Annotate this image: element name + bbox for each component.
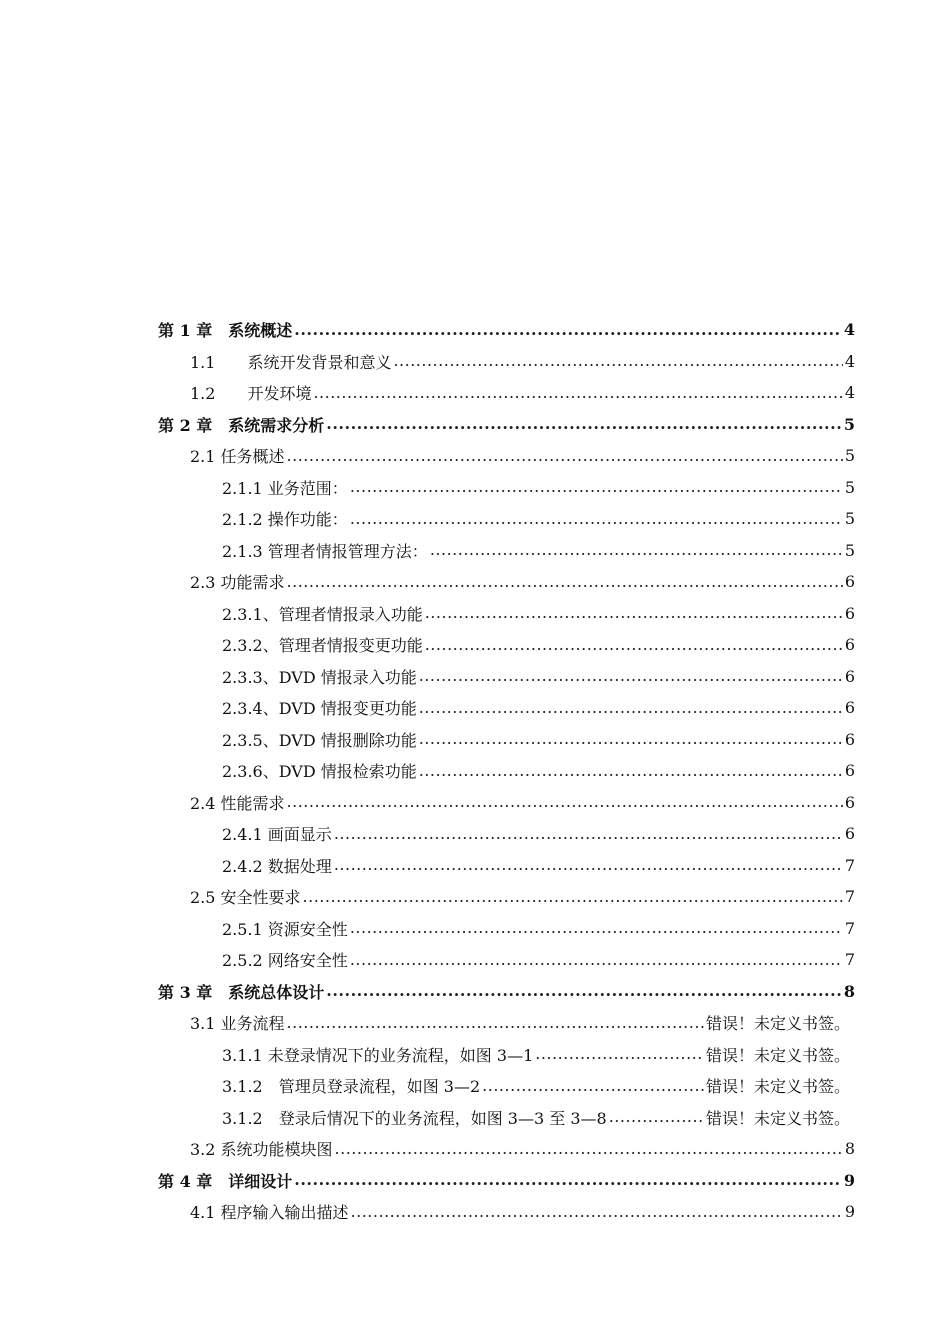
- toc-entry[interactable]: [0, 346, 950, 377]
- toc-leader-dots: [419, 761, 843, 781]
- toc-entry-label: 3.1 业务流程: [190, 1014, 285, 1033]
- toc-entry[interactable]: [0, 692, 950, 723]
- toc-entry-label: 第 3 章 系统总体设计: [158, 982, 325, 1002]
- toc-entry[interactable]: [0, 944, 950, 975]
- toc-leader-dots: [609, 1107, 704, 1127]
- toc-entry-page: 6: [844, 698, 855, 717]
- toc-entry[interactable]: [0, 314, 950, 345]
- toc-entry[interactable]: [0, 1196, 950, 1227]
- toc-entry-page: 错误！未定义书签。: [705, 1077, 850, 1096]
- toc-leader-dots: [430, 540, 843, 560]
- toc-entry-label: 2.3.5、DVD 情报删除功能: [222, 730, 417, 750]
- toc-entry-label: 2.5.1 资源安全性: [222, 919, 348, 939]
- toc-entry-page: 5: [844, 540, 855, 560]
- toc-entry-page: 7: [844, 887, 855, 906]
- toc-leader-dots: [326, 981, 842, 1001]
- toc-entry[interactable]: [0, 1070, 950, 1101]
- toc-leader-dots: [419, 698, 843, 718]
- toc-entry-label: 2.5.2 网络安全性: [222, 951, 348, 970]
- toc-entry[interactable]: [0, 1007, 950, 1038]
- toc-entry[interactable]: [0, 409, 950, 440]
- toc-entry[interactable]: [0, 1133, 950, 1164]
- toc-entry-label: 3.1.2 管理员登录流程，如图 3—2: [222, 1077, 481, 1096]
- toc-entry-page: 错误！未定义书签。: [705, 1045, 850, 1065]
- toc-entry-page: 错误！未定义书签。: [705, 1014, 850, 1033]
- toc-leader-dots: [425, 635, 843, 655]
- toc-entry[interactable]: [0, 724, 950, 755]
- toc-entry-page: 7: [844, 918, 855, 938]
- toc-entry[interactable]: [0, 503, 950, 534]
- toc-entry-label: 2.3 功能需求: [190, 573, 285, 592]
- toc-entry-page: 9: [844, 1202, 855, 1221]
- toc-leader-dots: [419, 729, 843, 749]
- toc-entry-page: 6: [844, 792, 855, 812]
- toc-entry-page: 4: [843, 320, 855, 339]
- toc-leader-dots: [350, 950, 843, 970]
- toc-leader-dots: [326, 414, 842, 434]
- toc-entry-page: 8: [843, 981, 855, 1001]
- toc-entry-page: 7: [844, 855, 855, 875]
- toc-leader-dots: [334, 824, 843, 844]
- toc-leader-dots: [294, 320, 842, 340]
- toc-entry-page: 5: [843, 414, 855, 434]
- toc-entry-page: 9: [843, 1170, 855, 1190]
- toc-entry-label: 3.1.1 未登录情况下的业务流程，如图 3—1: [222, 1045, 534, 1065]
- toc-entry-label: 2.4.2 数据处理: [222, 856, 332, 876]
- toc-entry-label: 2.1.3 管理者情报管理方法：: [222, 541, 428, 561]
- toc-entry[interactable]: [0, 1039, 950, 1070]
- toc-entry-page: 5: [844, 446, 855, 465]
- toc-leader-dots: [419, 666, 843, 686]
- toc-entry-label: 2.1 任务概述: [190, 447, 285, 466]
- toc-entry-page: 错误！未定义书签。: [705, 1108, 850, 1128]
- toc-entry-page: 6: [844, 572, 855, 591]
- toc-leader-dots: [313, 383, 842, 403]
- toc-entry[interactable]: [0, 598, 950, 629]
- toc-entry[interactable]: [0, 566, 950, 597]
- toc-entry[interactable]: [0, 377, 950, 408]
- toc-entry-page: 4: [844, 351, 855, 371]
- toc-leader-dots: [425, 603, 843, 623]
- toc-entry-page: 6: [844, 729, 855, 749]
- toc-entry-label: 第 2 章 系统需求分析: [158, 415, 325, 435]
- toc-entry-page: 6: [844, 635, 855, 654]
- toc-leader-dots: [287, 446, 843, 466]
- toc-leader-dots: [351, 1202, 843, 1222]
- toc-entry-label: 1.1 系统开发背景和意义: [190, 352, 392, 372]
- toc-entry[interactable]: [0, 976, 950, 1007]
- toc-entry-page: 8: [844, 1139, 855, 1158]
- toc-leader-dots: [335, 1139, 843, 1159]
- toc-entry-label: 2.4 性能需求: [190, 793, 285, 813]
- toc-entry[interactable]: [0, 472, 950, 503]
- toc-entry-label: 1.2 开发环境: [190, 384, 312, 403]
- toc-leader-dots: [350, 918, 843, 938]
- toc-entry-page: 4: [844, 383, 855, 402]
- toc-entry[interactable]: [0, 787, 950, 818]
- toc-entry-label: 2.3.2、管理者情报变更功能: [222, 636, 423, 655]
- toc-entry[interactable]: [0, 755, 950, 786]
- toc-entry-label: 2.4.1 画面显示: [222, 825, 332, 844]
- toc-entry-label: 2.3.1、管理者情报录入功能: [222, 604, 423, 624]
- toc-entry-label: 第 1 章 系统概述: [158, 321, 293, 340]
- toc-entry-label: 2.3.3、DVD 情报录入功能: [222, 667, 417, 687]
- toc-leader-dots: [287, 1013, 704, 1033]
- toc-entry-page: 7: [844, 950, 855, 969]
- toc-entry-label: 第 4 章 详细设计: [158, 1171, 293, 1191]
- toc-entry-page: 6: [844, 603, 855, 623]
- toc-leader-dots: [294, 1170, 842, 1190]
- toc-entry-label: 3.1.2 登录后情况下的业务流程，如图 3—3 至 3—8: [222, 1108, 607, 1128]
- toc-leader-dots: [482, 1076, 704, 1096]
- toc-entry-label: 2.3.6、DVD 情报检索功能: [222, 762, 417, 781]
- toc-entry-label: 4.1 程序输入输出描述: [190, 1203, 349, 1222]
- toc-entry[interactable]: [0, 661, 950, 692]
- toc-entry-label: 2.1.1 业务范围：: [222, 478, 348, 498]
- toc-leader-dots: [535, 1044, 704, 1064]
- toc-entry[interactable]: [0, 913, 950, 944]
- toc-entry[interactable]: [0, 818, 950, 849]
- toc-leader-dots: [303, 887, 843, 907]
- toc-entry[interactable]: [0, 850, 950, 881]
- toc-entry[interactable]: [0, 881, 950, 912]
- toc-leader-dots: [287, 572, 843, 592]
- toc-entry[interactable]: [0, 535, 950, 566]
- toc-entry[interactable]: [0, 1165, 950, 1196]
- toc-entry-label: 2.3.4、DVD 情报变更功能: [222, 699, 417, 718]
- toc-entry-page: 6: [844, 666, 855, 686]
- toc-leader-dots: [393, 351, 842, 371]
- toc-leader-dots: [334, 855, 843, 875]
- toc-entry-page: 5: [844, 509, 855, 528]
- toc-entry[interactable]: [0, 440, 950, 471]
- toc-entry-label: 2.1.2 操作功能：: [222, 510, 348, 529]
- toc-entry-page: 5: [844, 477, 855, 497]
- toc-entry-page: 6: [844, 824, 855, 843]
- toc-entry-label: 2.5 安全性要求: [190, 888, 301, 907]
- toc-leader-dots: [350, 477, 843, 497]
- toc-entry[interactable]: [0, 629, 950, 660]
- toc-leader-dots: [287, 792, 843, 812]
- toc-entry-page: 6: [844, 761, 855, 780]
- toc-entry[interactable]: [0, 1102, 950, 1133]
- toc-leader-dots: [350, 509, 843, 529]
- toc-entry-label: 3.2 系统功能模块图: [190, 1140, 333, 1159]
